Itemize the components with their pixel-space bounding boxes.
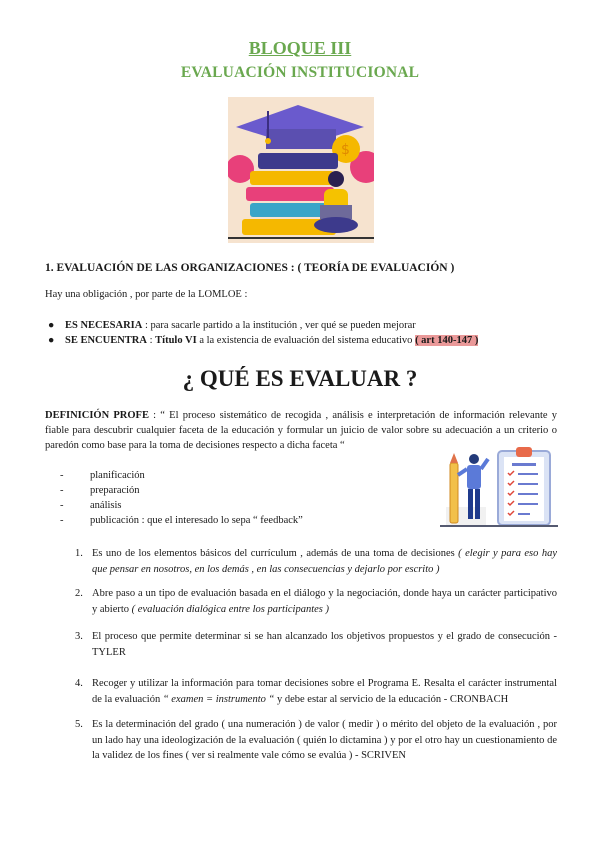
separator: : xyxy=(146,335,156,346)
lomloe-intro: Hay una obligación , por parte de la LOMLOE : xyxy=(45,289,248,300)
checklist-clipboard-icon xyxy=(440,445,558,533)
bullet-label: ES NECESARIA xyxy=(65,320,143,331)
numbered-item-4 xyxy=(75,676,557,707)
block-title: BLOQUE III xyxy=(248,38,352,58)
dash-item-text: análisis xyxy=(90,500,122,511)
item-number: 4. xyxy=(75,678,83,689)
dash-item: - planificación xyxy=(60,470,145,481)
titulo-vi: Título VI xyxy=(155,335,197,346)
block-subtitle: EVALUACIÓN INSTITUCIONAL xyxy=(180,64,420,81)
section-heading-organizaciones: 1. EVALUACIÓN DE LAS ORGANIZACIONES : ( TEORÍA DE EVALUACIÓN ) xyxy=(45,262,455,274)
dash-list xyxy=(60,468,303,528)
item-text-cont: y debe estar al servicio de la educación - CRONBACH xyxy=(274,693,509,705)
definition-text: : “ El proceso sistemático de recogida , análisis e interpretación de información relevante y fiable para descubrir cualquier faceta de la educación y formular un juicio de valor sobre su adecuación a un criterio o paredón como base para la toma de decisiones respecto a dicha faceta “ xyxy=(45,410,557,451)
bullet-text: a la existencia de evaluación del sistema educativo xyxy=(196,335,416,346)
que-es-evaluar-heading: ¿ QUÉ ES EVALUAR ? xyxy=(182,366,418,391)
article-highlight: ( art 140-147 ) xyxy=(415,335,479,346)
item-number: 5. xyxy=(75,719,83,730)
graduation-books-illustration-icon xyxy=(228,97,374,243)
item-italic-note: ( elegir y para eso hay que pensar en nosotros, en los demás , en las consecuencias y dejarlo por escrito ) xyxy=(92,548,557,575)
numbered-item-5 xyxy=(75,717,557,764)
bullet-label: SE ENCUENTRA xyxy=(65,335,147,346)
svg-text:$: $ xyxy=(341,142,350,158)
dash-item-text: preparación xyxy=(90,485,140,496)
item-italic-note: “ examen = instrumento “ xyxy=(162,693,275,705)
item-text: Recoger y utilizar la información para tomar decisiones sobre el Programa E. Resalta el carácter instrumental de la evaluación xyxy=(92,678,557,705)
numbered-item-2 xyxy=(75,586,557,617)
dash-item: - preparación xyxy=(60,485,140,496)
item-text: Es la determinación del grado ( una numeración ) de valor ( medir ) o mérito del objeto de la evaluación , por un lado hay una ideologización de la evaluación ( quién lo dictamina ) y por el otro hay un cuestionamiento de la validez de los fines ( ver si realmente vale cómo se evalúa ) - SCRIVEN xyxy=(92,719,557,761)
bullet-text: para sacarle partido a la institución , ver qué se pueden mejorar xyxy=(150,320,416,331)
item-text: Es uno de los elementos básicos del currículum , además de una toma de decisiones xyxy=(92,548,459,559)
item-number: 1. xyxy=(75,548,83,559)
bullet-icon: ● xyxy=(48,320,55,331)
dash-item-text: publicación : que el interesado lo sepa “ feedback” xyxy=(90,515,303,526)
numbered-item-1 xyxy=(75,546,557,577)
bullet-item-necesaria xyxy=(45,318,478,333)
bullet-list xyxy=(45,318,478,348)
item-number: 2. xyxy=(75,588,83,599)
item-number: 3. xyxy=(75,631,83,642)
dash-item-text: planificación xyxy=(90,470,145,481)
dash-item: - análisis xyxy=(60,500,122,511)
item-text: Abre paso a un tipo de evaluación basada en el diálogo y la negociación, donde haya un carácter participativo y abierto xyxy=(92,588,557,615)
numbered-item-3 xyxy=(75,629,557,660)
bullet-icon: ● xyxy=(48,335,55,346)
item-text: El proceso que permite determinar si se han alcanzado los objetivos propuestos y el grado de consecución - TYLER xyxy=(92,631,557,658)
bullet-item-encuentra xyxy=(45,333,478,348)
definition-label: DEFINICIÓN PROFE xyxy=(45,410,149,421)
separator: : xyxy=(142,320,151,331)
dash-item: - publicación : que el interesado lo sepa “ feedback” xyxy=(60,515,303,526)
item-italic-note: ( evaluación dialógica entre los participantes ) xyxy=(131,603,329,615)
